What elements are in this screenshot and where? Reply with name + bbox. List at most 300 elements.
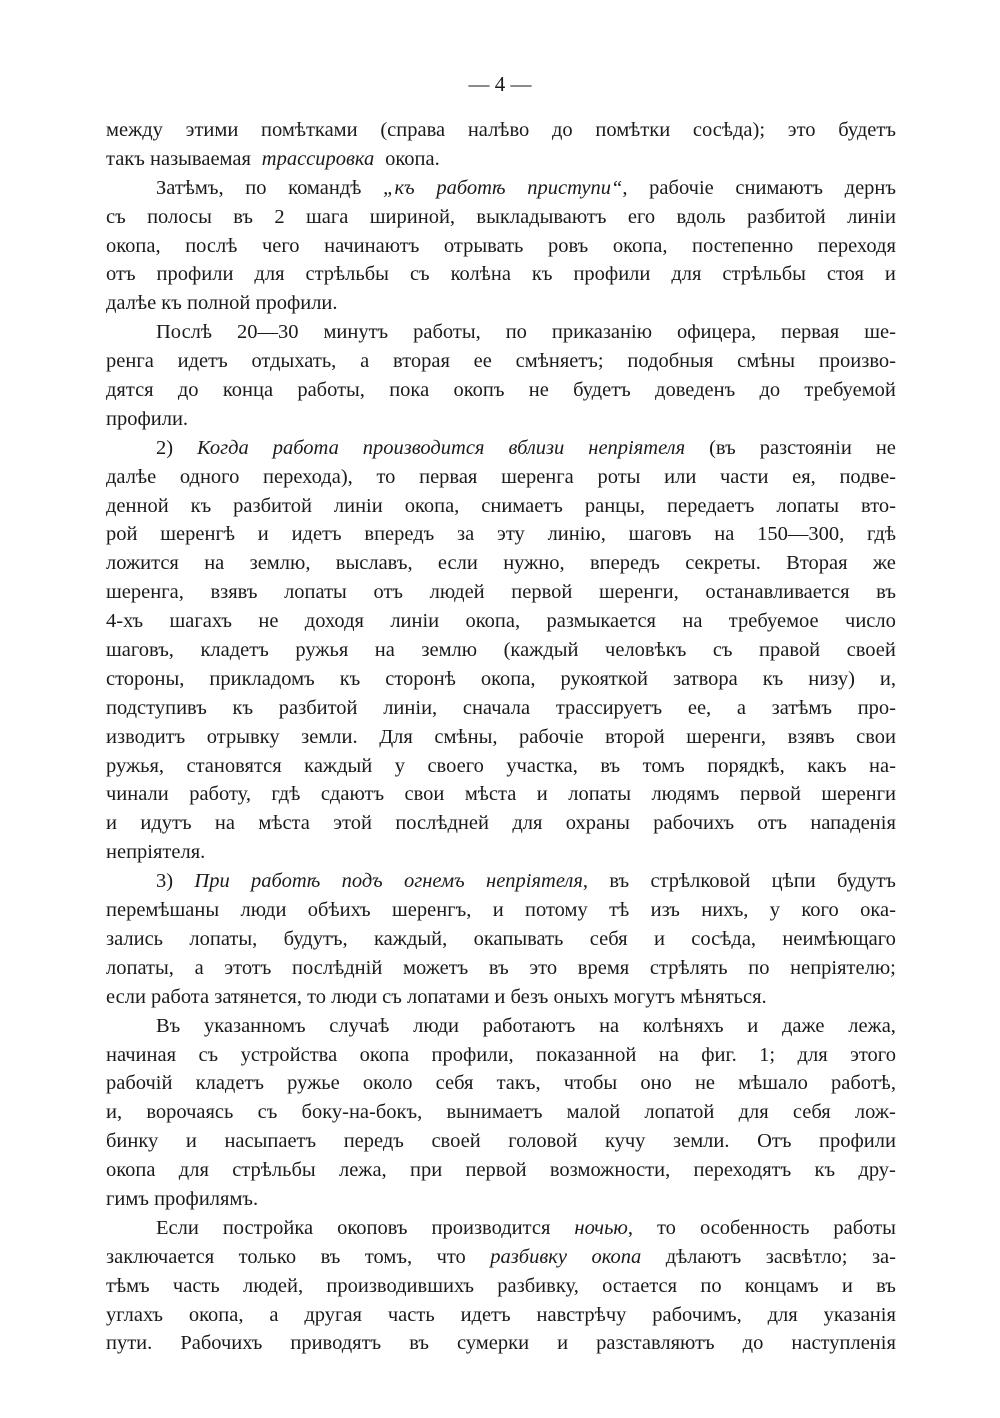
word xyxy=(693,116,765,145)
word xyxy=(395,752,405,781)
word-part: затѣмъ xyxy=(771,696,832,719)
word-part: неимѣющаго xyxy=(782,927,896,950)
text-line xyxy=(106,318,896,347)
word-part: людямъ xyxy=(651,783,720,806)
word xyxy=(847,203,896,232)
word-part: профили, xyxy=(431,1043,514,1066)
word-part: для xyxy=(512,812,543,835)
word-part: стрѣльбы xyxy=(722,263,806,286)
word xyxy=(258,1098,278,1127)
word xyxy=(170,607,232,636)
word-part: показанной xyxy=(536,1043,637,1066)
word-part: помѣтками xyxy=(261,119,358,141)
word xyxy=(405,492,460,521)
word xyxy=(739,1098,769,1127)
word-part: гдѣ xyxy=(271,783,301,806)
word-part: профили xyxy=(573,263,651,286)
word xyxy=(613,232,668,261)
word xyxy=(185,232,237,261)
word-part: и xyxy=(884,263,896,286)
paragraph xyxy=(106,174,896,318)
word-part: подве- xyxy=(839,465,896,488)
word-part: останавливается xyxy=(705,581,850,604)
word-part: порядкѣ, xyxy=(707,754,785,777)
word-part: подобныя xyxy=(627,350,714,373)
word xyxy=(427,752,483,781)
word xyxy=(233,492,312,521)
word-part: сначала xyxy=(462,696,531,719)
text-line xyxy=(106,780,896,809)
word-part: съ xyxy=(198,1043,219,1066)
word-part: линіи xyxy=(333,494,383,517)
word xyxy=(508,1127,577,1156)
word-part: , xyxy=(622,176,628,199)
word xyxy=(845,174,896,203)
word xyxy=(786,549,847,578)
text-line xyxy=(106,1272,896,1301)
word-part: работу, xyxy=(189,783,251,806)
word xyxy=(652,1301,741,1330)
word-part: ее xyxy=(473,350,492,373)
word xyxy=(588,434,685,463)
word-part: правой xyxy=(759,639,821,662)
text-segment: окопа. xyxy=(379,147,440,170)
word xyxy=(860,896,896,925)
word xyxy=(788,116,816,145)
word xyxy=(292,954,382,983)
word xyxy=(573,376,631,405)
word-part: сторонѣ xyxy=(385,667,456,690)
word xyxy=(643,752,685,781)
text-line xyxy=(106,896,896,925)
text-line xyxy=(106,809,896,838)
word xyxy=(745,1272,819,1301)
word-part: цѣпи xyxy=(771,870,816,893)
word-part: этотъ xyxy=(224,956,272,979)
word-part: для xyxy=(254,263,285,286)
word-part: Послѣ xyxy=(156,321,213,344)
word xyxy=(743,1329,764,1358)
word-part: „къ xyxy=(383,176,415,199)
word-part: дѣлаютъ xyxy=(665,1245,742,1268)
word xyxy=(657,1214,676,1243)
word-part: заключается xyxy=(106,1245,215,1268)
word xyxy=(885,260,896,289)
word-part: на xyxy=(204,552,225,575)
word-part: на xyxy=(682,610,703,633)
word xyxy=(106,520,137,549)
word xyxy=(106,636,174,665)
word xyxy=(463,694,530,723)
word xyxy=(850,1041,896,1070)
word-part: кладетъ xyxy=(200,639,269,662)
word xyxy=(106,492,169,521)
word-part: послѣдней xyxy=(395,812,489,835)
word-part: что xyxy=(436,1245,466,1268)
word xyxy=(489,954,509,983)
word-part: наступленія xyxy=(791,1332,896,1355)
word xyxy=(872,1243,896,1272)
word-part: доведенъ xyxy=(655,379,736,402)
word-part: гдѣ xyxy=(867,523,896,546)
word-part: а xyxy=(194,956,204,979)
italic-text: трассировка xyxy=(261,147,375,170)
word xyxy=(686,723,766,752)
word xyxy=(156,867,173,896)
word-part: впередъ xyxy=(590,552,660,575)
word-part: шеренгъ, xyxy=(392,899,472,922)
word-part: и xyxy=(536,783,548,806)
word xyxy=(200,636,268,665)
text-line xyxy=(106,405,896,434)
word-part: 2 xyxy=(274,205,285,228)
word-part: секреты. xyxy=(685,552,761,575)
word-part: число xyxy=(845,610,896,633)
word xyxy=(457,1329,529,1358)
word xyxy=(666,1243,742,1272)
word-part: вынимаетъ xyxy=(446,1101,543,1124)
word xyxy=(839,463,896,492)
word xyxy=(497,1069,541,1098)
word-part: сумерки xyxy=(457,1332,530,1355)
word xyxy=(106,752,164,781)
word-part: къ xyxy=(814,1159,836,1182)
word-part: сосѣда); xyxy=(692,119,766,141)
word xyxy=(106,1127,158,1156)
word xyxy=(651,780,719,809)
word-part: 4-хъ xyxy=(106,610,144,633)
word xyxy=(564,1069,617,1098)
word-part: подступивъ xyxy=(106,696,207,719)
word-part: въ xyxy=(600,754,621,777)
word-part: кладетъ xyxy=(195,1072,265,1095)
word xyxy=(178,347,228,376)
word xyxy=(106,347,154,376)
word-part: выкладываютъ xyxy=(476,205,607,228)
word xyxy=(869,752,896,781)
word xyxy=(876,1272,896,1301)
text-segment: непріятеля. xyxy=(106,841,206,864)
text-line xyxy=(106,116,896,145)
word xyxy=(858,1156,896,1185)
word-part: работы, xyxy=(297,379,365,402)
word-part: лопаты, xyxy=(106,956,174,979)
word-part: первая xyxy=(780,321,840,344)
word-part: себя xyxy=(792,1101,831,1124)
word xyxy=(790,954,896,983)
word xyxy=(290,1329,381,1358)
word xyxy=(501,463,574,492)
word xyxy=(776,492,839,521)
word xyxy=(532,260,553,289)
word-part: лопаты xyxy=(568,783,631,806)
word-part: нихъ, xyxy=(701,899,749,922)
word xyxy=(326,1272,474,1301)
word-part: охраны xyxy=(565,812,630,835)
word xyxy=(106,1156,156,1185)
word xyxy=(643,1012,724,1041)
word-part: работѣ xyxy=(436,176,506,199)
text-line xyxy=(106,1098,896,1127)
word xyxy=(262,232,300,261)
word-part: его xyxy=(627,205,656,228)
word-part: лопаты, xyxy=(189,927,258,950)
word-part: стрѣльбы xyxy=(305,263,389,286)
word-part: и xyxy=(841,1274,853,1297)
word-part: рабочимъ, xyxy=(652,1303,742,1326)
word-part: про- xyxy=(857,696,896,719)
word-part: ложится xyxy=(106,552,179,575)
word xyxy=(793,1098,831,1127)
word xyxy=(297,376,365,405)
word xyxy=(389,376,429,405)
word-part: разбитой xyxy=(233,494,312,517)
word xyxy=(189,1301,244,1330)
word xyxy=(655,376,735,405)
word-part: эту xyxy=(497,523,525,546)
word-part: перемѣшаны xyxy=(106,899,220,922)
word-part: идетъ xyxy=(460,1303,511,1326)
word xyxy=(759,636,820,665)
word-part: и xyxy=(257,523,269,546)
text-line xyxy=(106,347,896,376)
word-part: землю xyxy=(421,639,478,662)
word-part: переходя xyxy=(817,234,896,257)
word-part: командѣ xyxy=(288,176,362,199)
word-part: будутъ xyxy=(837,870,896,893)
word xyxy=(692,232,793,261)
word-part: профили xyxy=(156,263,234,286)
text-line xyxy=(106,289,896,318)
word xyxy=(173,1272,220,1301)
word-part: по xyxy=(245,176,267,199)
word xyxy=(760,434,852,463)
word xyxy=(504,636,579,665)
word-part: прикладомъ xyxy=(209,667,315,690)
word xyxy=(827,260,864,289)
word-part: 3) xyxy=(156,870,174,893)
word-part: впередъ xyxy=(364,523,435,546)
word xyxy=(590,925,628,954)
word-part: около xyxy=(362,1072,413,1095)
word-part: участка, xyxy=(506,754,578,777)
word xyxy=(207,723,280,752)
word xyxy=(388,1301,435,1330)
word-part: окоповъ xyxy=(337,1216,408,1239)
word xyxy=(392,896,471,925)
word-part: роты xyxy=(597,465,641,488)
word xyxy=(466,607,521,636)
word xyxy=(867,520,896,549)
word-part: произво- xyxy=(818,350,896,373)
word xyxy=(685,549,761,578)
word xyxy=(364,520,434,549)
word-part: работы, xyxy=(413,321,481,344)
word-part: обѣихъ xyxy=(307,899,371,922)
word xyxy=(250,549,311,578)
word xyxy=(465,780,517,809)
word xyxy=(160,520,235,549)
text-segment: такъ называемая xyxy=(106,147,257,170)
word xyxy=(714,520,734,549)
word-part: отъ xyxy=(373,581,404,604)
word xyxy=(602,1272,677,1301)
word-part: шага xyxy=(306,205,349,228)
word-part: окопа xyxy=(106,1159,156,1182)
word xyxy=(186,116,239,145)
word-part: низу) xyxy=(808,667,855,690)
word-part: Отъ xyxy=(757,1130,792,1153)
word xyxy=(673,665,738,694)
word xyxy=(605,1127,645,1156)
word xyxy=(536,1041,636,1070)
word-part: передъ xyxy=(343,1130,404,1153)
word xyxy=(700,1214,809,1243)
word xyxy=(573,260,650,289)
word-part: приводятъ xyxy=(290,1332,382,1355)
text-line xyxy=(106,376,896,405)
word xyxy=(403,954,468,983)
word xyxy=(147,203,212,232)
word-part: вто- xyxy=(861,494,896,517)
word-part: производится xyxy=(431,1216,551,1239)
word-part: устройства xyxy=(240,1043,338,1066)
word-part: и xyxy=(557,1332,569,1355)
word-part: на xyxy=(599,1014,620,1037)
word xyxy=(156,1214,199,1243)
word xyxy=(864,318,896,347)
word-part: 150—300, xyxy=(757,523,845,546)
word xyxy=(106,1041,176,1070)
word-part: мѣста xyxy=(258,812,310,835)
word xyxy=(385,665,456,694)
word-part: отъ xyxy=(106,263,136,286)
word-part: ее, xyxy=(687,696,712,719)
text-line xyxy=(106,954,896,983)
word-part: колѣняхъ xyxy=(642,1014,724,1037)
text-line xyxy=(106,549,896,578)
word-part: у xyxy=(769,899,781,922)
word-part: лопатой xyxy=(644,1101,715,1124)
word-part: до xyxy=(742,1332,764,1355)
word-part: перехода), xyxy=(263,465,353,488)
word-part: ружья, xyxy=(106,754,165,777)
word xyxy=(251,867,320,896)
word-part: смѣняетъ; xyxy=(515,350,604,373)
word xyxy=(376,463,395,492)
word xyxy=(600,752,620,781)
word xyxy=(204,1012,306,1041)
word-part: ружье xyxy=(287,1072,340,1095)
word xyxy=(304,1301,362,1330)
word xyxy=(609,896,629,925)
word-part: на xyxy=(214,812,235,835)
word xyxy=(106,203,126,232)
word xyxy=(842,1272,853,1301)
word xyxy=(106,1329,152,1358)
word-part: начиная xyxy=(106,1043,177,1066)
body-text xyxy=(106,116,896,1358)
text-line xyxy=(106,260,896,289)
word-part: къ xyxy=(339,667,361,690)
word xyxy=(818,232,896,261)
word-part: за xyxy=(457,523,475,546)
word-part: для xyxy=(178,1159,209,1182)
word-part: Затѣмъ, xyxy=(156,176,224,199)
word xyxy=(186,1127,197,1156)
text-line xyxy=(106,694,896,723)
word xyxy=(654,925,665,954)
word-part: второй xyxy=(605,725,665,748)
text-segment: профили. xyxy=(106,407,189,430)
word xyxy=(306,203,348,232)
word xyxy=(375,636,395,665)
word-part: кого xyxy=(801,899,839,922)
word xyxy=(605,723,665,752)
word-part: разбитой xyxy=(278,696,358,719)
word xyxy=(106,232,161,261)
word xyxy=(106,694,207,723)
word-part: указанія xyxy=(823,1303,896,1326)
word xyxy=(245,174,266,203)
word xyxy=(251,347,336,376)
word xyxy=(106,925,163,954)
word xyxy=(474,925,564,954)
word-part: разбивку xyxy=(490,1245,567,1268)
word-part: разстояніи xyxy=(759,436,852,459)
word-part: первой xyxy=(511,581,573,604)
word-part: концамъ xyxy=(744,1274,819,1297)
word-part: въ xyxy=(876,1274,896,1297)
word-part: непріятелю; xyxy=(790,956,896,979)
word xyxy=(413,318,481,347)
text-line xyxy=(106,838,896,867)
text-line xyxy=(106,578,896,607)
word-part: съ xyxy=(106,205,126,228)
word-part: нападенія xyxy=(810,812,896,835)
paragraph xyxy=(106,1214,896,1358)
word-part: окопа, xyxy=(188,1303,244,1326)
word xyxy=(695,1069,715,1098)
word xyxy=(196,1069,264,1098)
word-part: приступи“ xyxy=(527,176,623,199)
word-part: огнемъ xyxy=(403,870,465,893)
word xyxy=(106,1301,163,1330)
word xyxy=(379,723,413,752)
word-part: въ xyxy=(233,205,254,228)
word xyxy=(179,1156,209,1185)
word xyxy=(434,723,497,752)
text-line xyxy=(106,174,896,203)
word xyxy=(808,665,855,694)
word-part: мѣста xyxy=(464,783,517,806)
word xyxy=(770,896,780,925)
word xyxy=(360,1041,410,1070)
word xyxy=(880,665,896,694)
word-part: доходя xyxy=(304,610,364,633)
word xyxy=(339,1156,387,1185)
word-part: работѣ xyxy=(251,870,321,893)
word xyxy=(209,665,314,694)
word xyxy=(737,347,795,376)
word xyxy=(157,260,234,289)
word xyxy=(195,954,204,983)
word xyxy=(560,665,648,694)
word xyxy=(383,694,437,723)
word xyxy=(451,260,511,289)
word-part: для xyxy=(738,1101,769,1124)
word xyxy=(691,925,756,954)
